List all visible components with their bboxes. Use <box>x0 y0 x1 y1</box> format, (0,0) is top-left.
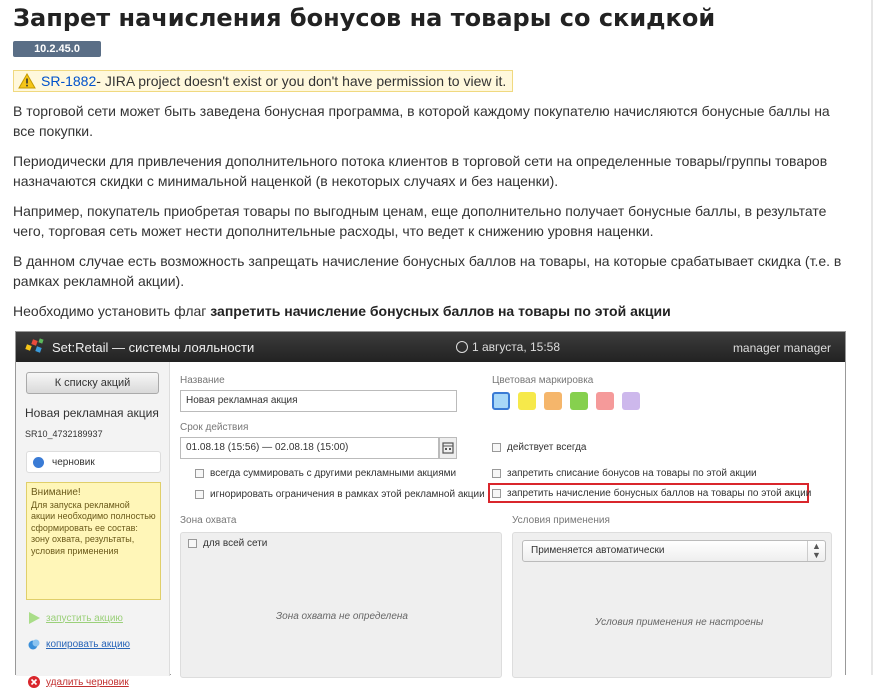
always-active-checkbox[interactable] <box>492 442 587 453</box>
period-input[interactable]: 01.08.18 (15:56) — 02.08.18 (15:00) <box>180 437 439 459</box>
select-arrows-icon: ▲ ▼ <box>807 541 825 561</box>
status-badge <box>26 451 161 473</box>
copy-promo-link[interactable] <box>28 638 130 650</box>
launch-label: запустить акцию <box>46 612 123 624</box>
conditions-select[interactable] <box>522 540 826 562</box>
paragraph-5 <box>13 301 843 321</box>
embedded-screenshot <box>15 331 846 688</box>
paragraph-1: В торговой сети может быть заведена бонусная программа, в которой каждому покупателю начисляются бонусные баллы на все покупки. <box>13 103 830 139</box>
draft-status-icon <box>33 457 44 468</box>
name-label: Название <box>180 375 225 386</box>
color-swatch-blue[interactable] <box>492 392 510 410</box>
datetime <box>456 340 560 354</box>
copy-label: копировать акцию <box>46 638 131 650</box>
checkbox-box[interactable] <box>188 539 197 548</box>
paragraph-4: В данном случае есть возможность запрещать начисление бонусных баллов на товары, на которые срабатывает скидка (т.е. в рамках рекламной акции). <box>13 253 842 289</box>
ignore-limits-label: игнорировать ограничения в рамках этой рекламной акции <box>210 489 485 500</box>
alert-text: Для запуска рекламной акции необходимо полностью сформировать ее состав: зону охвата, результаты, условия применения <box>31 499 156 556</box>
copy-icon <box>28 638 40 650</box>
forbid-accrual-checkbox[interactable] <box>492 488 811 499</box>
zone-panel <box>180 532 502 678</box>
version-badge: 10.2.45.0 <box>13 41 101 57</box>
conditions-empty-text: Условия применения не настроены <box>595 617 764 628</box>
color-label: Цветовая маркировка <box>492 375 594 386</box>
always-sum-checkbox[interactable] <box>195 468 456 479</box>
whole-network-checkbox[interactable] <box>188 538 267 549</box>
back-to-list-button[interactable]: К списку акций <box>26 372 159 394</box>
period-label: Срок действия <box>180 422 249 433</box>
delete-draft-link[interactable] <box>28 676 129 688</box>
jira-message: - JIRA project doesn't exist or you don't have permission to view it. <box>96 73 507 89</box>
play-icon <box>28 612 40 624</box>
paragraph-2: Периодически для привлечения дополнительного потока клиентов в торговой сети на определенные товары/группы товаров назначаются скидки с минимальной наценкой (в некоторых случаях и без наценки). <box>13 153 828 189</box>
color-swatch-orange[interactable] <box>544 392 562 410</box>
checkbox-box[interactable] <box>492 443 501 452</box>
jira-warning <box>13 70 513 92</box>
promo-sidebar <box>16 362 170 688</box>
promo-form <box>171 362 845 676</box>
page-title: Запрет начисления бонусов на товары со скидкой <box>13 4 716 32</box>
clock-icon <box>456 341 468 353</box>
color-swatch-green[interactable] <box>570 392 588 410</box>
checkbox-box[interactable] <box>492 489 501 498</box>
promo-name: Новая рекламная акция <box>25 406 159 420</box>
calendar-button[interactable] <box>439 437 457 459</box>
paragraph-5-text: Необходимо установить флаг <box>13 303 211 319</box>
color-swatch-yellow[interactable] <box>518 392 536 410</box>
forbid-writeoff-label: запретить списание бонусов на товары по этой акции <box>507 468 757 479</box>
user-name[interactable]: manager manager <box>732 341 831 355</box>
jira-issue-link[interactable]: SR-1882 <box>41 73 97 89</box>
zone-empty-text: Зона охвата не определена <box>276 611 408 622</box>
whole-network-label: для всей сети <box>203 538 268 549</box>
flag-name: запретить начисление бонусных баллов на товары по этой акции <box>210 303 671 319</box>
promo-id: SR10_4732189937 <box>25 429 103 439</box>
checkbox-box[interactable] <box>195 490 204 499</box>
name-input[interactable]: Новая рекламная акция <box>180 390 457 412</box>
color-swatch-purple[interactable] <box>622 392 640 410</box>
paragraph-3: Например, покупатель приобретая товары по выгодным ценам, еще дополнительно получает бонусные баллы, в результате чего, торговая сеть может нести дополнительные расходы, что ведет к снижению уровня наценки. <box>13 203 827 239</box>
always-active-label: действует всегда <box>507 442 587 453</box>
app-logo-icon <box>24 336 46 358</box>
forbid-accrual-label: запретить начисление бонусных баллов на товары по этой акции <box>507 488 812 499</box>
warning-icon <box>18 73 36 89</box>
conditions-label: Условия применения <box>512 515 610 526</box>
status-text: черновик <box>52 456 95 468</box>
forbid-writeoff-checkbox[interactable] <box>492 468 757 479</box>
alert-title: Внимание! <box>31 487 81 498</box>
checkbox-box[interactable] <box>195 469 204 478</box>
app-topbar <box>16 332 845 362</box>
datetime-text: 1 августа, 15:58 <box>472 340 561 354</box>
zone-label: Зона охвата <box>180 515 237 526</box>
delete-label: удалить черновик <box>46 676 129 688</box>
conditions-select-value: Применяется автоматически <box>531 545 665 556</box>
delete-icon <box>28 676 40 688</box>
launch-promo-link[interactable] <box>28 612 123 624</box>
checkbox-box[interactable] <box>492 469 501 478</box>
calendar-icon <box>440 438 456 458</box>
app-name: Set:Retail — системы лояльности <box>52 339 255 355</box>
always-sum-label: всегда суммировать с другими рекламными акциями <box>210 468 457 479</box>
ignore-limits-checkbox[interactable] <box>195 489 485 500</box>
alert-box <box>26 482 161 600</box>
color-swatch-red[interactable] <box>596 392 614 410</box>
